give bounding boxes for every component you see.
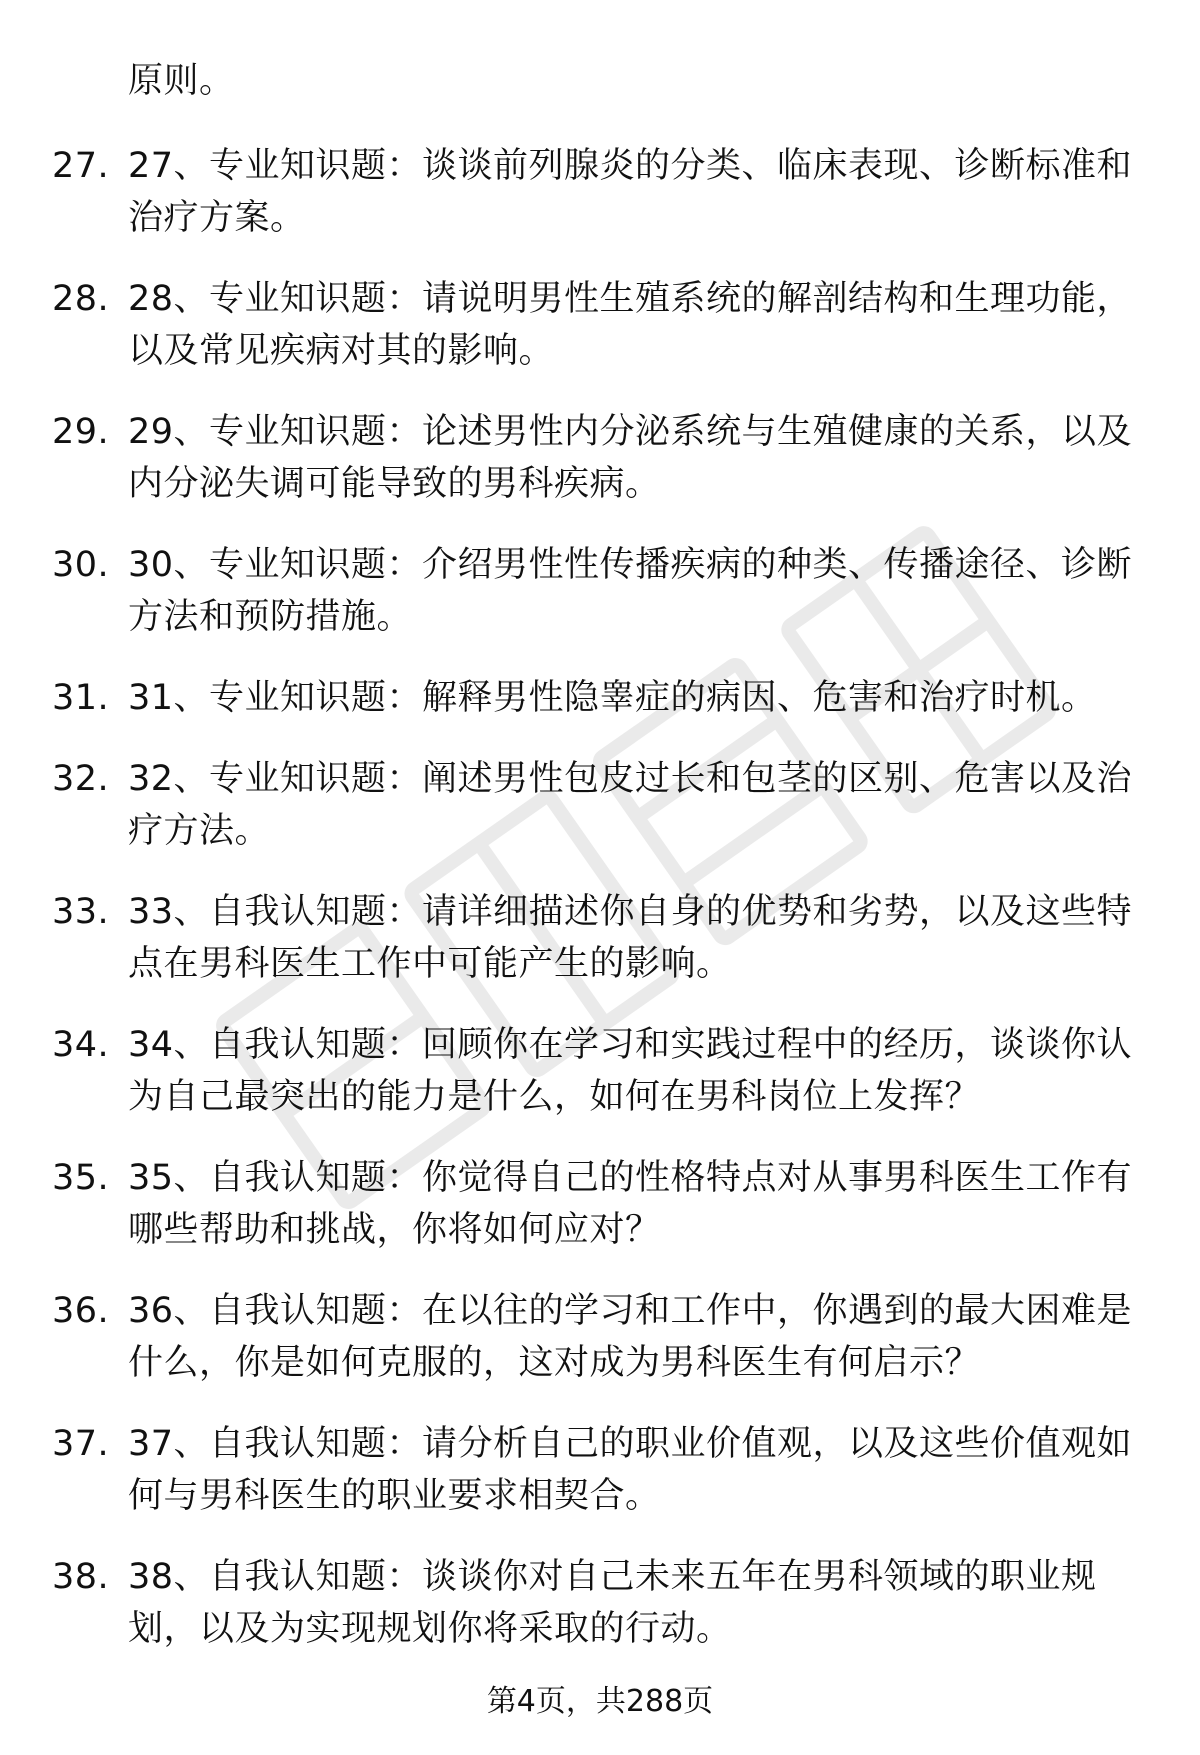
item-number: 37.: [52, 1424, 110, 1464]
item-number: 29.: [52, 412, 110, 452]
item-number: 30.: [52, 545, 110, 585]
list-item: [0, 1019, 1200, 1123]
item-number: 27.: [52, 146, 110, 186]
list-item: [0, 1285, 1200, 1389]
continuation-text: 原则。: [128, 61, 235, 101]
item-text: 35、自我认知题：你觉得自己的性格特点对从事男科医生工作有哪些帮助和挑战，你将如何应对？: [128, 1158, 1133, 1250]
item-number: 34.: [52, 1025, 110, 1065]
list-item: [0, 672, 1200, 724]
item-number: 33.: [52, 892, 110, 932]
list-item: [0, 273, 1200, 377]
list-item: [0, 539, 1200, 643]
item-text: 31、专业知识题：解释男性隐睾症的病因、危害和治疗时机。: [128, 678, 1097, 718]
item-text: 29、专业知识题：论述男性内分泌系统与生殖健康的关系，以及内分泌失调可能导致的男科疾病。: [128, 412, 1133, 504]
question-list: [0, 140, 1200, 1684]
item-text: 30、专业知识题：介绍男性性传播疾病的种类、传播途径、诊断方法和预防措施。: [128, 545, 1133, 637]
item-text: 28、专业知识题：请说明男性生殖系统的解剖结构和生理功能，以及常见疾病对其的影响。: [128, 279, 1133, 371]
list-item: [0, 140, 1200, 244]
item-text: 32、专业知识题：阐述男性包皮过长和包茎的区别、危害以及治疗方法。: [128, 759, 1133, 851]
item-text: 37、自我认知题：请分析自己的职业价值观，以及这些价值观如何与男科医生的职业要求相契合。: [128, 1424, 1133, 1516]
item-number: 35.: [52, 1158, 110, 1198]
item-number: 31.: [52, 678, 110, 718]
list-item: [0, 753, 1200, 857]
list-item: [0, 1152, 1200, 1256]
item-text: 36、自我认知题：在以往的学习和工作中，你遇到的最大困难是什么，你是如何克服的，这对成为男科医生有何启示？: [128, 1291, 1133, 1383]
item-number: 38.: [52, 1557, 110, 1597]
list-item: [0, 1418, 1200, 1522]
item-text: 38、自我认知题：谈谈你对自己未来五年在男科领域的职业规划，以及为实现规划你将采取的行动。: [128, 1557, 1097, 1649]
item-number: 36.: [52, 1291, 110, 1331]
list-item: [0, 1551, 1200, 1655]
item-text: 34、自我认知题：回顾你在学习和实践过程中的经历，谈谈你认为自己最突出的能力是什么，如何在男科岗位上发挥？: [128, 1025, 1133, 1117]
item-number: 32.: [52, 759, 110, 799]
item-text: 27、专业知识题：谈谈前列腺炎的分类、临床表现、诊断标准和治疗方案。: [128, 146, 1133, 238]
page-footer: 第4页，共288页: [486, 1684, 714, 1719]
item-number: 28.: [52, 279, 110, 319]
list-item: [0, 886, 1200, 990]
item-text: 33、自我认知题：请详细描述你自身的优势和劣势，以及这些特点在男科医生工作中可能产生的影响。: [128, 892, 1133, 984]
list-item: [0, 406, 1200, 510]
